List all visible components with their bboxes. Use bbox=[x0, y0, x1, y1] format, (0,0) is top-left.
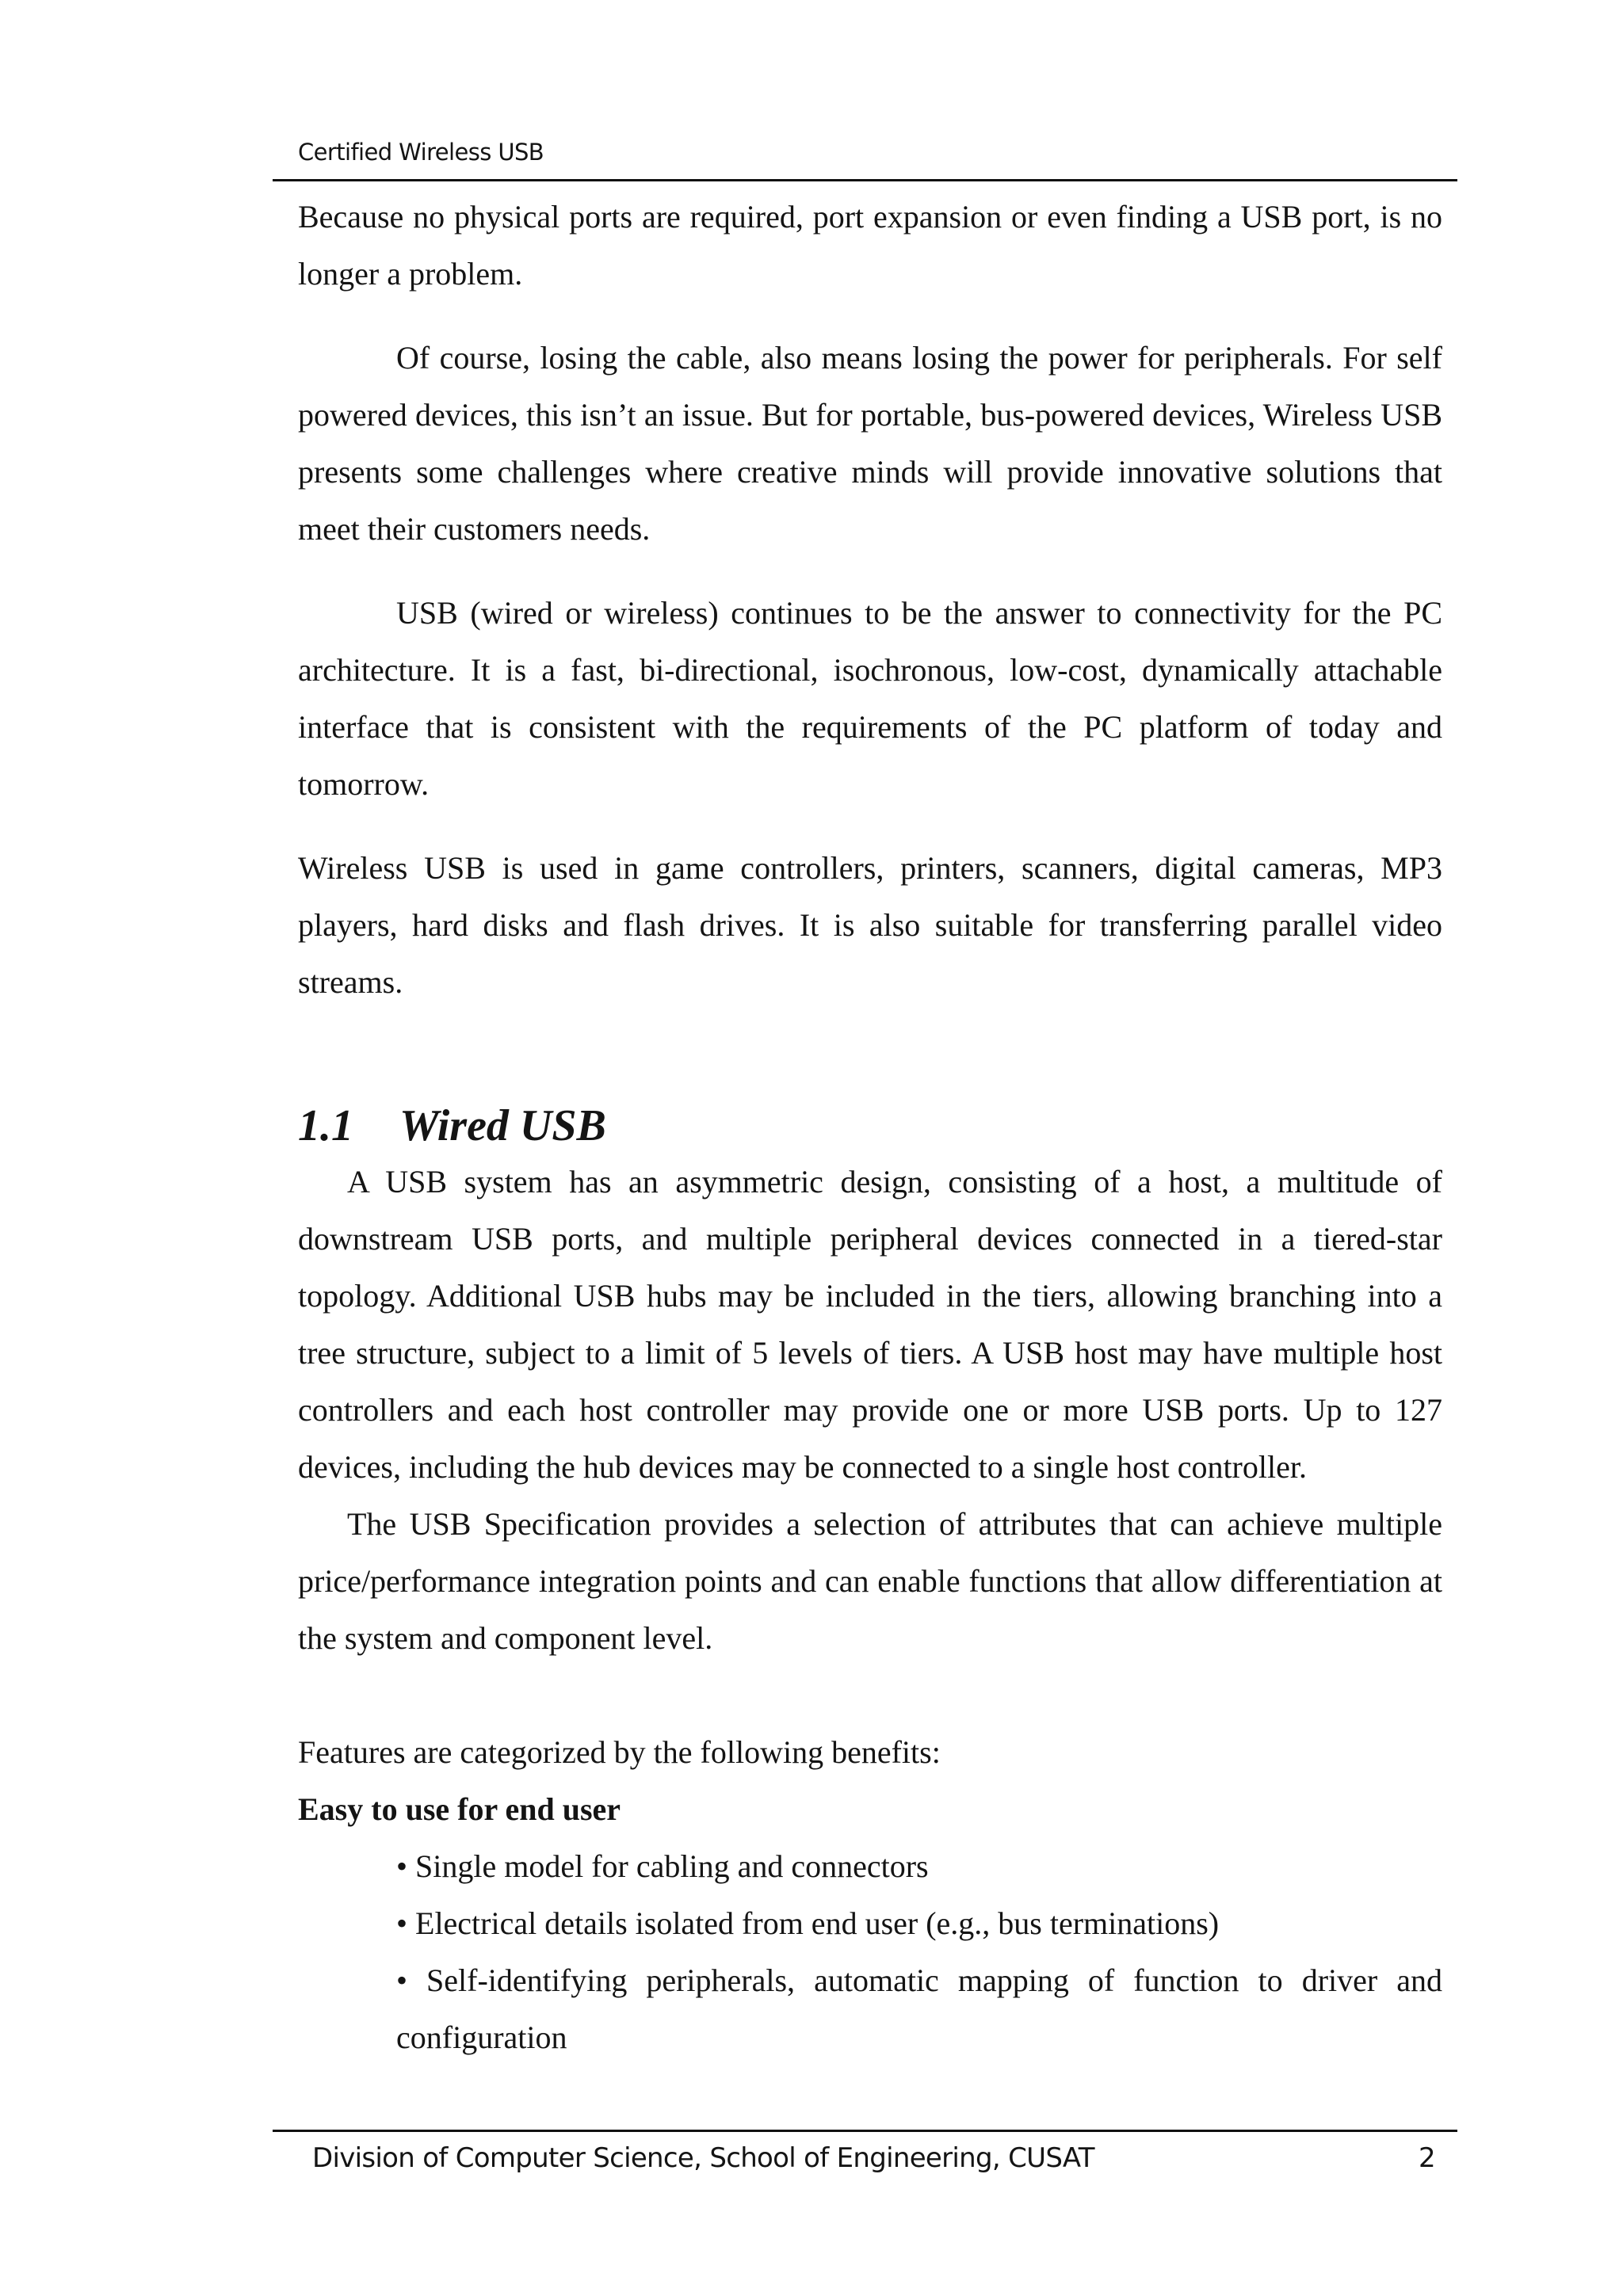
bullet-item: • Single model for cabling and connectors bbox=[396, 1848, 929, 1884]
body-paragraph-3: USB (wired or wireless) continues to be the answer to connectivity for the PC architecture. It is a fast, bi-directional, isochronous, low-cost, dynamically attachable interface that is consistent with the requirements of the PC platform of today and tomorrow. bbox=[298, 595, 1442, 802]
footer-text: Division of Computer Science, School of Engineering, CUSAT bbox=[312, 2142, 1094, 2174]
body-paragraph-1: Because no physical ports are required, port expansion or even finding a USB port, is no longer a problem. bbox=[298, 199, 1442, 292]
section-paragraph-1: A USB system has an asymmetric design, consisting of a host, a multitude of downstream USB ports, and multiple peripheral devices connected in a tiered-star topology. Additional USB hubs may be included in the tiers, allowing branching into a tree structure, subject to a limit of 5 levels of tiers. A USB host may have multiple host controllers and each host controller may provide one or more USB ports. Up to 127 devices, including the hub devices may be connected to a single host controller. bbox=[298, 1164, 1442, 1485]
bullet-item: • Self-identifying peripherals, automatic mapping of function to driver and configuration bbox=[396, 1962, 1442, 2055]
features-intro: Features are categorized by the following benefits: bbox=[298, 1734, 941, 1770]
page-content bbox=[298, 189, 1442, 2066]
running-header-title: Certified Wireless USB bbox=[298, 139, 544, 166]
section-number: 1.1 bbox=[298, 1101, 353, 1150]
footer-rule bbox=[273, 2130, 1457, 2132]
section-heading bbox=[298, 1098, 1442, 1154]
section-title: Wired USB bbox=[399, 1101, 606, 1150]
body-paragraph-2: Of course, losing the cable, also means losing the power for peripherals. For self powered devices, this isn’t an issue. But for portable, bus-powered devices, Wireless USB presents some challenges where creative minds will provide innovative solutions that meet their customers needs. bbox=[298, 340, 1442, 547]
features-bullet-list bbox=[298, 1838, 1442, 2066]
page-number: 2 bbox=[1419, 2142, 1436, 2174]
bullet-item: • Electrical details isolated from end user (e.g., bus terminations) bbox=[396, 1905, 1220, 1941]
header-rule bbox=[273, 179, 1457, 181]
section-paragraph-2: The USB Specification provides a selection of attributes that can achieve multiple price/performance integration points and can enable functions that allow differentiation at the system and component level. bbox=[298, 1506, 1442, 1656]
features-subheading: Easy to use for end user bbox=[298, 1791, 621, 1827]
body-paragraph-4: Wireless USB is used in game controllers, printers, scanners, digital cameras, MP3 players, hard disks and flash drives. It is also suitable for transferring parallel video streams. bbox=[298, 850, 1442, 1000]
